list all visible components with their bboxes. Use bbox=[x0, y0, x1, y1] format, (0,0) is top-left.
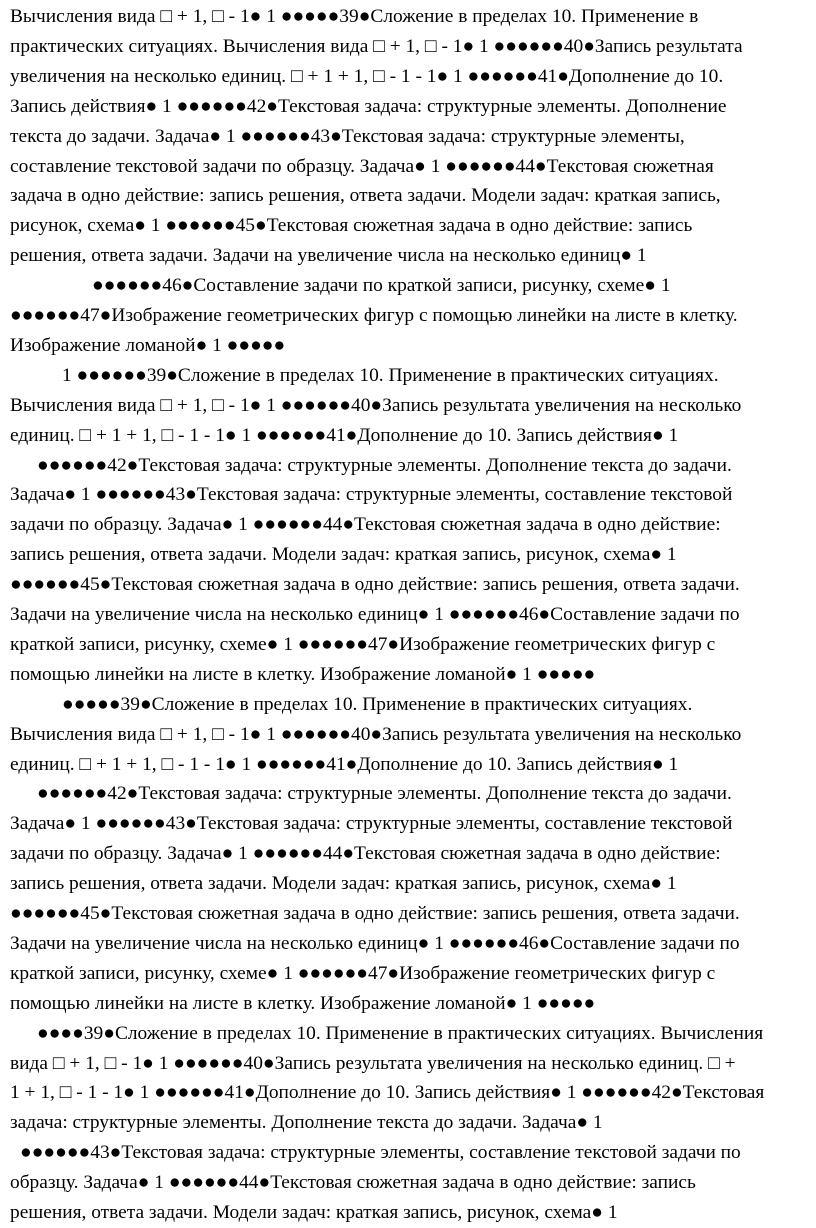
text-line: краткой записи, рисунку, схеме● 1 ●●●●●●47●Изображение геометрических фигур с bbox=[10, 962, 716, 984]
text-line: помощью линейки на листе в клетку. Изображение ломаной● 1 ●●●●● bbox=[10, 992, 596, 1014]
text-line: задачи по образцу. Задача● 1 ●●●●●●44●Текстовая сюжетная задача в одно действие: bbox=[10, 514, 721, 536]
text-line: краткой записи, рисунку, схеме● 1 ●●●●●●47●Изображение геометрических фигур с bbox=[10, 633, 716, 655]
text-line: ●●●●●●46●Составление задачи по краткой записи, рисунку, схеме● 1 bbox=[92, 275, 671, 297]
text-line: ●●●●●●43●Текстовая задача: структурные элементы, составление текстовой задачи по bbox=[20, 1142, 741, 1164]
text-line: Изображение ломаной● 1 ●●●●● bbox=[10, 334, 286, 356]
text-line: Задачи на увеличение числа на несколько единиц● 1 ●●●●●●46●Составление задачи по bbox=[10, 604, 740, 625]
text-line: задачи по образцу. Задача● 1 ●●●●●●44●Текстовая сюжетная задача в одно действие: bbox=[10, 843, 721, 865]
text-line: увеличения на несколько единиц. □ + 1 + 1, □ - 1 - 1● 1 ●●●●●●41●Дополнение до 10. bbox=[10, 65, 724, 87]
text-line: Вычисления вида □ + 1, □ - 1● 1 ●●●●●●40●Запись результата увеличения на несколько bbox=[10, 723, 742, 745]
text-line: рисунок, схема● 1 ●●●●●●45●Текстовая сюжетная задача в одно действие: запись bbox=[10, 215, 693, 237]
text-line: ●●●●●●45●Текстовая сюжетная задача в одно действие: запись решения, ответа задачи. bbox=[10, 574, 740, 596]
text-line: решения, ответа задачи. Задачи на увеличение числа на несколько единиц● 1 bbox=[10, 245, 647, 267]
text-line: вида □ + 1, □ - 1● 1 ●●●●●●40●Запись результата увеличения на несколько единиц. □ + bbox=[10, 1052, 736, 1074]
text-line: Запись действия● 1 ●●●●●●42●Текстовая задача: структурные элементы. Дополнение bbox=[10, 95, 727, 117]
text-line: Вычисления вида □ + 1, □ - 1● 1 ●●●●●39●Сложение в пределах 10. Применение в bbox=[10, 6, 699, 27]
text-line: Вычисления вида □ + 1, □ - 1● 1 ●●●●●●40●Запись результата увеличения на несколько bbox=[10, 394, 742, 416]
text-line: Задачи на увеличение числа на несколько единиц● 1 ●●●●●●46●Составление задачи по bbox=[10, 932, 740, 954]
text-line: образцу. Задача● 1 ●●●●●●44●Текстовая сюжетная задача в одно действие: запись bbox=[10, 1172, 696, 1194]
text-line: запись решения, ответа задачи. Модели задач: краткая запись, рисунок, схема● 1 bbox=[10, 544, 677, 566]
text-line: задача в одно действие: запись решения, ответа задачи. Модели задач: краткая запись, bbox=[10, 185, 721, 207]
text-line: 1 + 1, □ - 1 - 1● 1 ●●●●●●41●Дополнение до 10. Запись действия● 1 ●●●●●●42●Текстовая bbox=[10, 1082, 765, 1104]
text-line: ●●●●39●Сложение в пределах 10. Применение в практических ситуациях. Вычисления bbox=[37, 1022, 764, 1044]
text-line: ●●●●●●45●Текстовая сюжетная задача в одно действие: запись решения, ответа задачи. bbox=[10, 903, 740, 924]
text-line: ●●●●●39●Сложение в пределах 10. Применение в практических ситуациях. bbox=[62, 693, 693, 715]
text-line: Задача● 1 ●●●●●●43●Текстовая задача: структурные элементы, составление текстовой bbox=[10, 484, 733, 506]
text-line: запись решения, ответа задачи. Модели задач: краткая запись, рисунок, схема● 1 bbox=[10, 873, 677, 895]
text-line: решения, ответа задачи. Модели задач: краткая запись, рисунок, схема● 1 bbox=[10, 1202, 618, 1223]
text-line: единиц. □ + 1 + 1, □ - 1 - 1● 1 ●●●●●●41●Дополнение до 10. Запись действия● 1 bbox=[10, 753, 679, 775]
text-line: единиц. □ + 1 + 1, □ - 1 - 1● 1 ●●●●●●41●Дополнение до 10. Запись действия● 1 bbox=[10, 424, 679, 446]
text-line: Задача● 1 ●●●●●●43●Текстовая задача: структурные элементы, составление текстовой bbox=[10, 813, 733, 835]
text-line: ●●●●●●47●Изображение геометрических фигур с помощью линейки на листе в клетку. bbox=[10, 305, 738, 326]
text-line: составление текстовой задачи по образцу. Задача● 1 ●●●●●●44●Текстовая сюжетная bbox=[10, 155, 714, 177]
text-line: помощью линейки на листе в клетку. Изображение ломаной● 1 ●●●●● bbox=[10, 663, 596, 685]
text-line: ●●●●●●42●Текстовая задача: структурные элементы. Дополнение текста до задачи. bbox=[37, 454, 732, 476]
text-line: ●●●●●●42●Текстовая задача: структурные элементы. Дополнение текста до задачи. bbox=[37, 783, 732, 805]
text-line: практических ситуациях. Вычисления вида □ + 1, □ - 1● 1 ●●●●●●40●Запись результата bbox=[10, 35, 743, 57]
text-line: текста до задачи. Задача● 1 ●●●●●●43●Текстовая задача: структурные элементы, bbox=[10, 125, 685, 147]
text-line: 1 ●●●●●●39●Сложение в пределах 10. Применение в практических ситуациях. bbox=[62, 364, 719, 386]
text-line: задача: структурные элементы. Дополнение текста до задачи. Задача● 1 bbox=[10, 1112, 603, 1134]
